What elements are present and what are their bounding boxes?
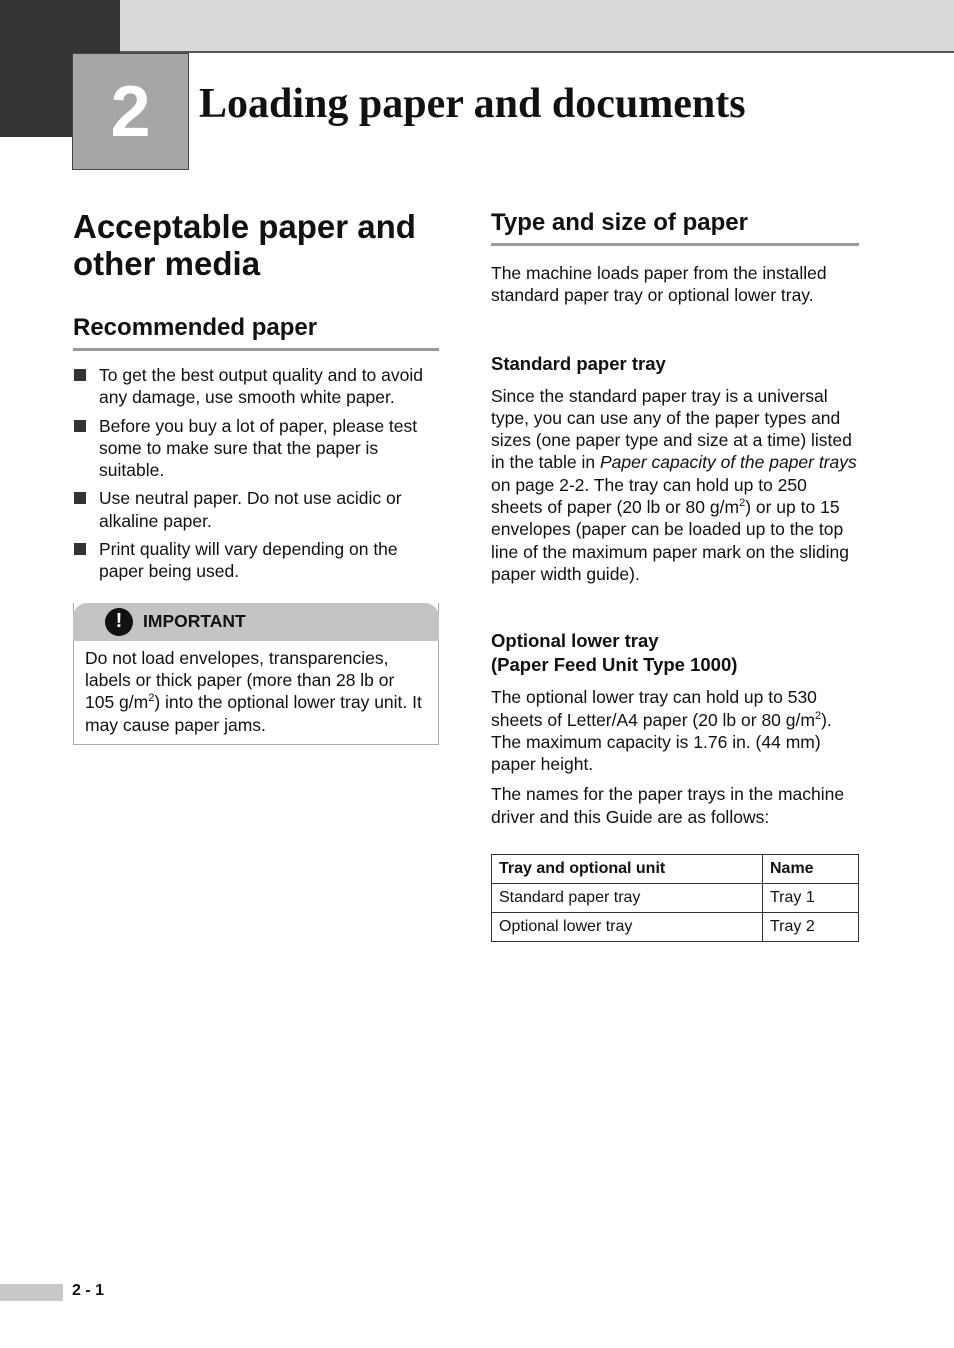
important-notice-body [74, 641, 438, 744]
important-label: IMPORTANT [143, 611, 246, 632]
left-column [73, 208, 439, 745]
table-cell: Standard paper tray [492, 884, 763, 913]
list-item: Print quality will vary depending on the paper being used. [73, 538, 439, 583]
footer-bar [0, 1284, 63, 1301]
list-item: To get the best output quality and to avoid any damage, use smooth white paper. [73, 364, 439, 409]
section-heading-acceptable-paper: Acceptable paper and other media [73, 208, 416, 282]
standard-tray-paragraph: Since the standard paper tray is a universal type, you can use any of the paper types and sizes (one paper type and size at a time) listed in the table in Paper capacity of the paper trays on page 2-2. The tray can hold up to 250 sheets of paper (20 lb or 80 $g/m^2$) or up to 15 envelopes (paper can be loaded up to the top line of the maximum paper mark on the sliding paper width guide). [491, 385, 857, 584]
table-cell: Tray 1 [763, 884, 859, 913]
list-item: Before you buy a lot of paper, please test some to make sure that the paper is suitable. [73, 415, 439, 482]
square-bullet-icon [74, 369, 86, 381]
list-item: Use neutral paper. Do not use acidic or alkaline paper. [73, 487, 439, 532]
recommended-paper-list [73, 364, 439, 583]
chapter-number-box [72, 53, 189, 170]
important-notice-text: Do not load envelopes, transparencies, labels or thick paper (more than 28 lb or 105 $g/m^2$) into the optional lower tray unit. It may cause paper jams. [85, 647, 422, 735]
table-header-row [492, 855, 859, 884]
chapter-number: 2 [110, 71, 151, 152]
chapter-title: Loading paper and documents [199, 81, 746, 127]
exclamation-icon: ! [105, 608, 133, 636]
tray-names-paragraph: The names for the paper trays in the machine driver and this Guide are as follows: [491, 784, 845, 827]
square-bullet-icon [74, 492, 86, 504]
square-bullet-icon [74, 543, 86, 555]
table-cell: Optional lower tray [492, 913, 763, 942]
right-column [491, 208, 859, 942]
table-row [492, 884, 859, 913]
paper-capacity-reference: Paper capacity of the paper trays [599, 452, 857, 473]
square-bullet-icon [74, 420, 86, 432]
table-cell: Tray 2 [763, 913, 859, 942]
heading-standard-paper-tray: Standard paper tray [491, 352, 666, 374]
subheading-recommended-paper: Recommended paper [73, 313, 439, 351]
heading-optional-lower-tray: Optional lower tray (Paper Feed Unit Type 1000) [491, 630, 738, 676]
important-notice-header [73, 603, 439, 641]
table-header-cell: Tray and optional unit [492, 855, 763, 884]
intro-paragraph: The machine loads paper from the installed standard paper tray or optional lower tray. [491, 263, 827, 306]
tray-names-table [491, 854, 859, 942]
table-row [492, 913, 859, 942]
header-band [120, 0, 954, 53]
table-header-cell: Name [763, 855, 859, 884]
important-notice-box [73, 603, 439, 745]
optional-tray-paragraph: The optional lower tray can hold up to 530 sheets of Letter/A4 paper (20 lb or 80 $g/m^2$). The maximum capacity is 1.76 in. (44 mm) paper height. [491, 687, 832, 775]
page-number: 2 - 1 [72, 1282, 105, 1299]
subheading-type-and-size: Type and size of paper [491, 208, 859, 246]
